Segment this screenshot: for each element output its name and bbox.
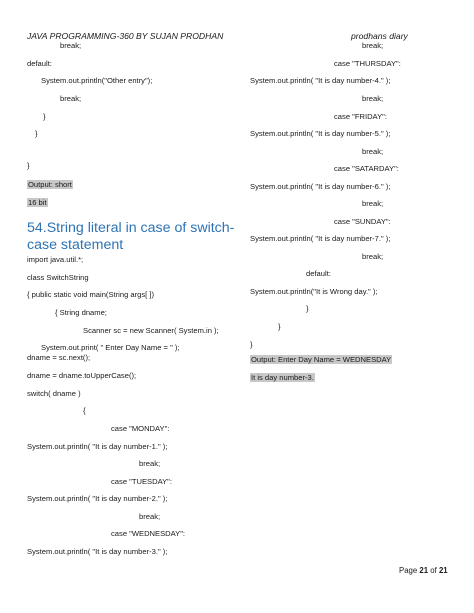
code-line: break; (60, 94, 82, 103)
header-right-title: prodhans diary (351, 31, 408, 41)
output-line (250, 355, 392, 365)
code-line: break; (362, 252, 384, 261)
code-line: } (306, 304, 309, 313)
page-of: of (430, 566, 437, 575)
code-line: case "WEDNESDAY": (111, 529, 186, 538)
code-line: Scanner sc = new Scanner( System.in ); (83, 326, 219, 335)
code-line: case "SATARDAY": (334, 164, 399, 173)
code-line: switch( dname ) (27, 389, 81, 398)
code-line: System.out.println( "It is day number-5." ); (250, 129, 391, 138)
code-line: System.out.println( "It is day number-4." ); (250, 76, 391, 85)
code-line: break; (362, 94, 384, 103)
code-line: { public static void main(String args[ ]) (27, 290, 155, 299)
code-line: class SwitchString (27, 273, 89, 282)
output-highlight: Output: Enter Day Name = WEDNESDAY (251, 355, 392, 364)
code-line: import java.util.*; (27, 255, 84, 264)
code-line: System.out.println("Other entry"); (41, 76, 153, 85)
code-line: System.out.println( "It is day number-7." ); (250, 234, 391, 243)
code-line: System.out.print( " Enter Day Name = " ); (41, 343, 180, 352)
code-line: { (83, 406, 86, 415)
code-line: System.out.println("It is Wrong day." ); (250, 287, 378, 296)
code-line: System.out.println( "It is day number-1." ); (27, 442, 168, 451)
code-line: break; (362, 199, 384, 208)
page-total: 21 (438, 566, 448, 575)
code-line: { String dname; (55, 308, 107, 317)
code-line: break; (139, 512, 161, 521)
code-line: default: (27, 59, 52, 68)
page-current: 21 (419, 566, 429, 575)
header-title: JAVA PROGRAMMING-360 BY SUJAN PRODHAN (27, 31, 224, 41)
code-line: case "SUNDAY": (334, 217, 391, 226)
section-heading: case statement (27, 237, 124, 253)
code-line: System.out.println( "It is day number-6." ); (250, 182, 391, 191)
code-line: break; (362, 147, 384, 156)
code-line: } (43, 112, 46, 121)
output-highlight: 16 bit (28, 198, 47, 207)
code-line: } (27, 161, 30, 170)
output-line (27, 198, 48, 208)
page-label: Page (399, 566, 418, 575)
code-line: } (35, 129, 38, 138)
code-line: } (278, 322, 281, 331)
code-line: dname = sc.next(); (27, 353, 91, 362)
section-heading: 54.String literal in case of switch- (27, 220, 235, 236)
code-line: case "FRIDAY": (334, 112, 387, 121)
output-highlight: Output: short (28, 180, 72, 189)
code-line: default: (306, 269, 331, 278)
code-line: case "THURSDAY": (334, 59, 401, 68)
code-line: } (250, 340, 253, 349)
code-line: System.out.println( "It is day number-3." ); (27, 547, 168, 556)
output-highlight: It is day number-3. (251, 373, 314, 382)
code-line: break; (60, 41, 82, 50)
code-line: case "MONDAY": (111, 424, 170, 433)
code-line: case "TUESDAY": (111, 477, 172, 486)
code-line: break; (139, 459, 161, 468)
page-number (399, 566, 448, 576)
code-line: break; (362, 41, 384, 50)
code-line: System.out.println( "It is day number-2." ); (27, 494, 168, 503)
output-line (250, 373, 315, 383)
output-line (27, 180, 73, 190)
code-line: dname = dname.toUpperCase(); (27, 371, 137, 380)
